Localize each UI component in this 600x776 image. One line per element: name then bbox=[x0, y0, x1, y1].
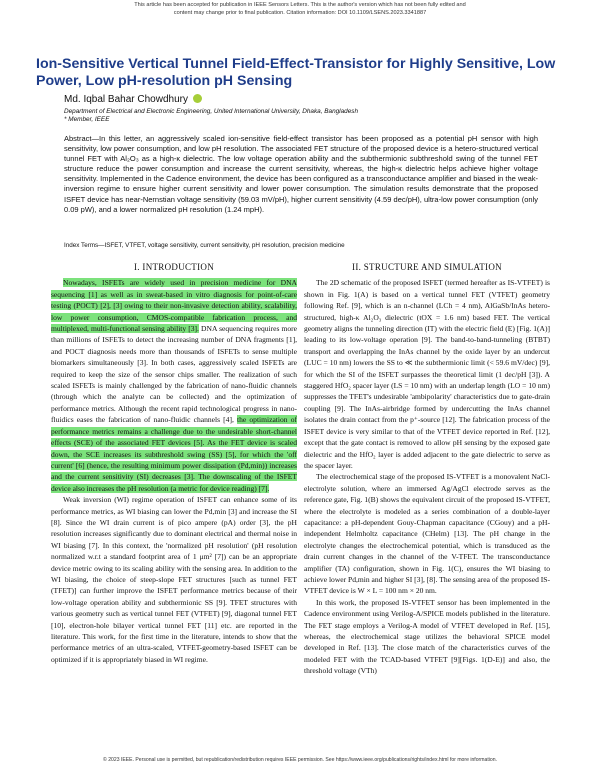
structure-paragraph-2: The electrochemical stage of the proposed IS-VTFET is a monovalent NaCl-electrolyte solution, where an immersed Ag/AgCl electrode serves as the reference gate, Fig. 1(B) shows the equivalent circuit of the proposed IS-VTFET, where the electrolyte is modeled as a series combination of a double-layer capacitance: a pH-dependent Gouy-Chapman capacitance (CGouy) and a pH-independent Helmholtz capacitance (CHelm) [13]. The pH change in the electrolyte changes the electrochemical potential, which is transduced as the drain current changes in the channel of the V-TFET. The transconductance amplifier (TA) configuration, shown in Fig. 1(C), ensures the WI biasing to achieve lower Pd,min and higher SI [3], [8]. The sensing area of the proposed IS-VTFET device is W × L = 100 nm × 20 nm. bbox=[304, 472, 550, 596]
index-terms: Index Terms—ISFET, VTFET, voltage sensitivity, current sensitivity, pH resolution, precision medicine bbox=[64, 242, 345, 249]
intro-paragraph-2: Weak inversion (WI) regime operation of ISFET can enhance some of its performance metrics, as WI biasing can lower the Pd,min [3] and increase the SI [8]. Since the WI drain current is of pico ampere (pA) order [3], the pH resolution increases significantly due to dominant electrical and thermal noise in WI biasing [7]. In this context, the 'normalized pH resolution' (pH resolution normalized w.r.t a standard footprint area of 1 μm² [7]) can be an appropriate device metric owing to its scaling ability with the sensing area. In addition to the WI biasing, the choice of steep-slope FET structures [such as tunnel FET (TFET)] can further improve the ISFET performance metrics because of their low-voltage operation ability and subthermionic SS [9]. TFET structures with various geometry such as vertical tunnel FET (VTFET) [9], diagonal tunnel FET [10], electron-hole bilayer vertical tunnel FET [11] etc. are reported in the literature. This work, for the first time in the literature, intends to show that the performance metrics of an ultra-scaled, VTFET-geometry-based ISFET can be optimized if it is appropriately biased in WI regime. bbox=[51, 495, 297, 664]
orcid-icon[interactable] bbox=[193, 94, 202, 103]
intro-paragraph-1 bbox=[51, 277, 297, 494]
affiliation-block bbox=[64, 108, 544, 125]
publication-notice bbox=[0, 2, 600, 17]
structure-paragraph-1: The 2D schematic of the proposed ISFET (termed hereafter as IS-VTFET) is shown in Fig. 1(A) is based on a vertical tunnel FET (VTFET) geometry following Ref. [9], which is an n-channel (LCh = 4 nm), AlGaSb/InAs hetero-structured, high-κ Al₂O₃ dielectric (tOX = 1.6 nm) based FET. The vertical geometry aligns the tunneling direction (IT) with the electric field (E) [Fig. 1(A)] leading to its low-voltage operation [9]. The band-to-band-tunneling (BTBT) transport and overlapping the InAs channel by the oxide layer by an undercut (LUC = 10 nm) lowers the SS to ≪ the subthermionic limit (< 59.6 mV/dec) [9], for which the SI of the ISFET surpasses the theoretical limit (1 dec/pH [3]). A staggered HfO₂ spacer layer (LS = 10 nm) with an underlap length (LO = 10 nm) suppresses the TFET's undesirable 'ambipolarity' characteristics due to gate-drain coupling [9]. The InAs-airbridge formed by undercutting the InAs channel isolates the drain contact from the p⁺-source [12]. The fabrication process of the ISFET device is very similar to that of the VTFET device reported in Ref. [12], except that the gate contact is removed to allow pH sensing by the exposed gate dielectric and the HfO₂ layer is added adjacent to the gate dielectric to serve as the spacer layer. bbox=[304, 278, 550, 470]
left-column bbox=[51, 262, 297, 665]
intro-paragraph-1-text: DNA sequencing requires more than millions of ISFETs to detect the increasing number of DNA fragments [1], and POCT diagnosis needs more than thousands of ISFETs to sense multiple biomarkers simultaneously [3]. In both cases, aggressively scaled ISFETs are required to keep the size of the sensor chips smaller. The realization of such scaled ISFETs is mainly challenged by the fabrication of nano-fluidic channels (through which the analyte can be collected) and the optimization of performance metrics. Although the recent rapid technological progress in nano-fluidics eases the fabrication of nano-fluidic channels [4], bbox=[51, 324, 298, 425]
right-column bbox=[304, 262, 550, 677]
structure-paragraph-3: In this work, the proposed IS-VTFET sensor has been implemented in the Cadence environment using Verilog-A/SPICE models published in the literature. The FET stage employs a Verilog-A model of VTFET developed in Ref. [15], whereas, the electrochemical stage utilizes the behavioral SPICE model developed in Ref. [13]. The close match of the characteristics curves of the modeled FET with the TCAD-based VTFET [9][Figs. 1(D-E)] and also, the threshold voltage (VTh) bbox=[304, 597, 550, 676]
notice-line-1: This article has been accepted for publication in IEEE Sensors Letters. This is the author's version which has not been fully edited and bbox=[134, 2, 466, 8]
author-line bbox=[64, 94, 202, 105]
highlight-1: Nowadays, ISFETs are widely used in precision medicine for DNA sequencing [1] as well as in sweat-based in vitro diagnosis for point-of-care testing (POCT) [2], [3] owing to their non-invasive detection ability, scalability, low power consumption, CMOS-compatible fabrication process, and multiplexed, multi-functional sensing ability [3]. bbox=[51, 278, 297, 334]
highlight-2: the optimization of performance metrics remains a challenge due to the undesirable short-channel effects (SCE) of the associated FET devices [5]. As the FET device is scaled down, the SCE increases its subthreshold swing (SS) [5], for which the 'off current' [6] (hence, the resulting minimum power dissipation (Pd,min)) increases and the current sensitivity (SI) decreases [3]. The downscaling of the ISFET device also increases the pH resolution (a metric for device reading) [7]. bbox=[51, 415, 297, 493]
abstract: Abstract—In this letter, an aggressively scaled ion-sensitive field-effect transistor has been proposed as a potential pH sensor with high sensitivity, low power consumption, and low pH resolution. The associated FET structure of the proposed device is a hetero-structured vertical tunnel FET with Al₂O₃ as a high-κ dielectric. The low voltage operation ability and the subthermionic subthreshold swing of the tunnel FET structure reduce the power consumption and increase the current sensitivity, whereas, the high-κ dielectric helps achieve higher voltage sensitivity. Implemented in the Cadence environment, the device has been configured as a transconductance amplifier and biased in the weak-inversion regime to ensure higher current sensitivity and lower power consumption. The simulation results demonstrate that the proposed ISFET device has near-Nernstian voltage sensitivity (59.03 mV/pH), higher current sensitivity (4.59 dec/pH), ultra-low power consumption (only 0.09 pW), and a lower normalized pH resolution (1.24 mpH). bbox=[64, 134, 538, 214]
section-heading-introduction: I. INTRODUCTION bbox=[134, 262, 214, 272]
affiliation: Department of Electrical and Electronic Engineering, United International University, Dhaka, Bangladesh bbox=[64, 108, 359, 115]
copyright-footer: © 2023 IEEE. Personal use is permitted, but republication/redistribution requires IEEE permission. See https://www.ieee.org/publications/rights/index.html for more information. bbox=[103, 757, 497, 763]
author-name: Md. Iqbal Bahar Chowdhury bbox=[64, 94, 188, 105]
notice-line-2: content may change prior to final publication. Citation information: DOI 10.1109/LSENS.2023.3341887 bbox=[173, 9, 427, 16]
membership: * Member, IEEE bbox=[64, 116, 110, 124]
section-heading-structure: II. STRUCTURE AND SIMULATION bbox=[352, 262, 502, 272]
paper-title: Ion-Sensitive Vertical Tunnel Field-Effect-Transistor for Highly Sensitive, Low Power, Low pH-resolution pH Sensing bbox=[36, 56, 556, 89]
